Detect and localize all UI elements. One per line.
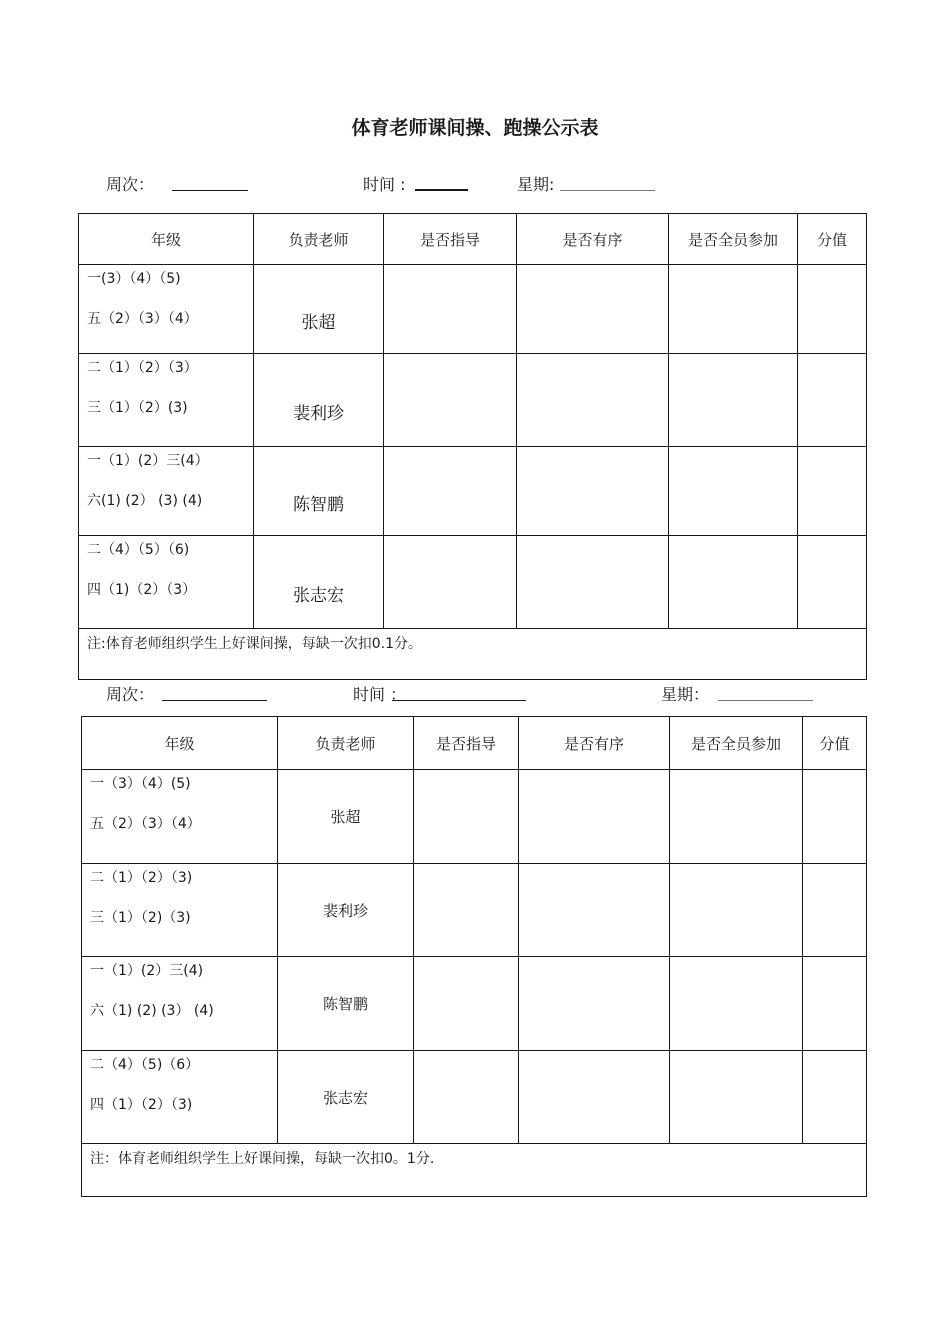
grade-line: 四（1)（2）（3）	[87, 582, 197, 598]
weekday-label: 星期:	[517, 175, 555, 194]
header-guidance: 是否指导	[414, 717, 519, 770]
guidance-cell[interactable]	[414, 864, 519, 957]
full-attendance-cell[interactable]	[670, 957, 803, 1051]
teacher-cell: 张志宏	[278, 1051, 414, 1144]
teacher-cell: 张志宏	[254, 536, 384, 629]
note-text: 注:体育老师组织学生上好课间操，每缺一次扣0.1分。	[87, 636, 422, 652]
orderly-cell[interactable]	[517, 447, 669, 536]
teacher-cell: 张超	[254, 265, 384, 354]
score-cell[interactable]	[803, 864, 867, 957]
full-attendance-cell[interactable]	[669, 354, 798, 447]
score-cell[interactable]	[798, 536, 867, 629]
page-title: 体育老师课间操、跑操公示表	[351, 117, 599, 139]
schedule-table-1	[78, 213, 867, 680]
score-cell[interactable]	[798, 265, 867, 354]
header-teacher: 负责老师	[254, 214, 384, 265]
grade-line: 五（2）（3）（4）	[87, 311, 198, 327]
note-cell	[79, 629, 867, 680]
teacher-cell: 裴利珍	[278, 864, 414, 957]
full-attendance-cell[interactable]	[669, 447, 798, 536]
time-label: 时间 :	[363, 175, 406, 194]
table-row	[79, 354, 867, 447]
guidance-cell[interactable]	[414, 1051, 519, 1144]
time-field[interactable]	[415, 189, 468, 191]
table-header-row	[82, 717, 867, 770]
orderly-cell[interactable]	[517, 265, 669, 354]
table-header-row	[79, 214, 867, 265]
week-label: 周次：	[106, 685, 155, 704]
note-cell	[82, 1144, 867, 1197]
score-cell[interactable]	[803, 1051, 867, 1144]
grade-line: 三（1）（2)（3)	[90, 910, 191, 926]
schedule-table-2	[81, 716, 867, 1197]
teacher-cell: 张超	[278, 770, 414, 864]
weekday-label: 星期：	[661, 685, 710, 704]
guidance-cell[interactable]	[384, 536, 517, 629]
grade-line: 二（4）（5）（6)	[87, 542, 190, 558]
full-attendance-cell[interactable]	[670, 1051, 803, 1144]
header-orderly: 是否有序	[517, 214, 669, 265]
table-row	[82, 957, 867, 1051]
header-teacher: 负责老师	[278, 717, 414, 770]
teacher-cell: 裴利珍	[254, 354, 384, 447]
grade-cell	[82, 864, 278, 957]
header-full-attendance: 是否全员参加	[669, 214, 798, 265]
note-row	[82, 1144, 867, 1197]
score-cell[interactable]	[798, 354, 867, 447]
table-row	[79, 536, 867, 629]
weekday-field[interactable]	[718, 700, 813, 701]
week-label: 周次：	[106, 175, 155, 194]
grade-cell	[82, 770, 278, 864]
orderly-cell[interactable]	[519, 957, 670, 1051]
orderly-cell[interactable]	[517, 354, 669, 447]
table-row	[82, 1051, 867, 1144]
orderly-cell[interactable]	[519, 1051, 670, 1144]
header-grade: 年级	[79, 214, 254, 265]
grade-cell	[79, 354, 254, 447]
guidance-cell[interactable]	[384, 447, 517, 536]
header-score: 分值	[798, 214, 867, 265]
guidance-cell[interactable]	[384, 265, 517, 354]
table-row	[82, 864, 867, 957]
time-field[interactable]	[392, 700, 526, 701]
full-attendance-cell[interactable]	[669, 536, 798, 629]
grade-line: 三（1）（2）(3)	[87, 400, 188, 416]
guidance-cell[interactable]	[384, 354, 517, 447]
week-field[interactable]	[162, 700, 267, 701]
grade-cell	[79, 447, 254, 536]
orderly-cell[interactable]	[519, 864, 670, 957]
table-row	[82, 770, 867, 864]
grade-line: 五（2）（3）（4）	[90, 816, 201, 832]
teacher-cell: 陈智鹏	[278, 957, 414, 1051]
header-orderly: 是否有序	[519, 717, 670, 770]
score-cell[interactable]	[803, 957, 867, 1051]
table-row	[79, 447, 867, 536]
grade-line: 六(1) (2） (3) (4)	[87, 493, 203, 509]
grade-cell	[82, 1051, 278, 1144]
full-attendance-cell[interactable]	[669, 265, 798, 354]
grade-line: 二（1）（2）（3)	[90, 870, 193, 886]
full-attendance-cell[interactable]	[670, 770, 803, 864]
orderly-cell[interactable]	[519, 770, 670, 864]
full-attendance-cell[interactable]	[670, 864, 803, 957]
note-row	[79, 629, 867, 680]
grade-cell	[82, 957, 278, 1051]
weekday-field[interactable]	[560, 190, 655, 191]
grade-cell	[79, 536, 254, 629]
grade-line: 一（1）(2）三(4）	[87, 453, 209, 469]
grade-line: 一（1）(2）三(4)	[90, 963, 204, 979]
grade-cell	[79, 265, 254, 354]
grade-line: 一(3）（4）（5)	[87, 271, 181, 287]
table-row	[79, 265, 867, 354]
guidance-cell[interactable]	[414, 770, 519, 864]
score-cell[interactable]	[798, 447, 867, 536]
orderly-cell[interactable]	[517, 536, 669, 629]
header-grade: 年级	[82, 717, 278, 770]
grade-line: 二（1）（2）（3）	[87, 360, 198, 376]
time-label: 时间 ：	[353, 685, 407, 704]
header-score: 分值	[803, 717, 867, 770]
header-full-attendance: 是否全员参加	[670, 717, 803, 770]
score-cell[interactable]	[803, 770, 867, 864]
guidance-cell[interactable]	[414, 957, 519, 1051]
note-text: 注：体育老师组织学生上好课间操，每缺一次扣0。1分.	[90, 1151, 435, 1167]
teacher-cell: 陈智鹏	[254, 447, 384, 536]
week-field[interactable]	[172, 190, 248, 191]
grade-line: 四（1）（2）（3)	[90, 1097, 193, 1113]
header-guidance: 是否指导	[384, 214, 517, 265]
grade-line: 六（1) (2) (3） (4)	[90, 1003, 214, 1019]
grade-line: 二（4）（5)（6）	[90, 1057, 200, 1073]
grade-line: 一（3）（4）(5)	[90, 776, 191, 792]
